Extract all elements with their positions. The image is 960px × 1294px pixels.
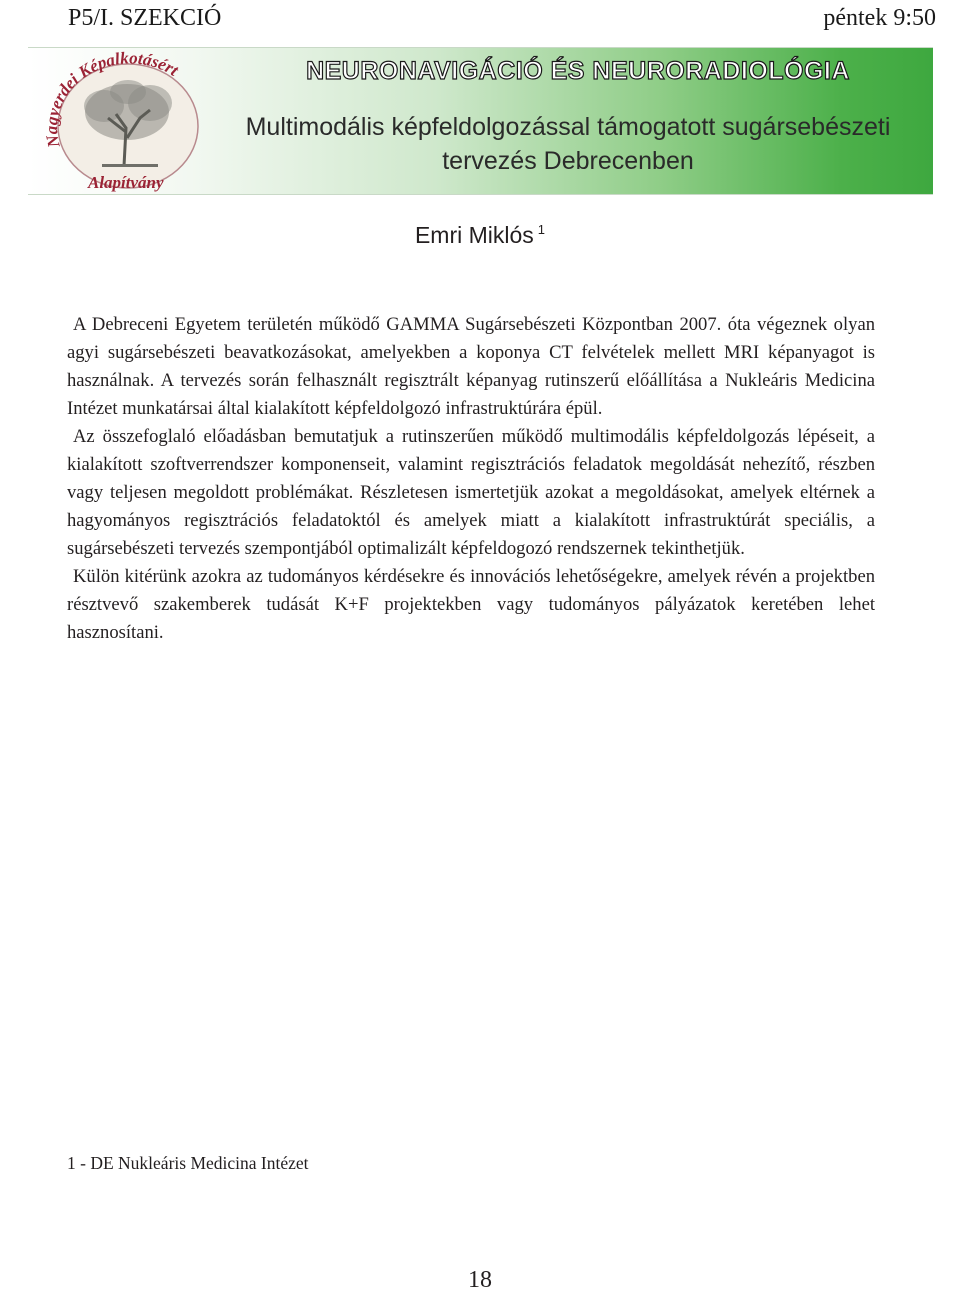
talk-title <box>218 110 918 178</box>
abstract-paragraph-2: Az összefoglaló előadásban bemutatjuk a rutinszerűen működő multimodális képfeldolgozás lépéseit, a kialakított szoftverrendszer komponenseit, valamint regisztrációs feladatok megoldását nehezítő, részben vagy teljesen megoldott problémákat. Részletesen ismertetjük azokat a megoldásokat, amelyek eltérnek a hagyományos regisztrációs feladatoktól és amelyek miatt a kialakított infrastruktúrát speciális, a sugársebészeti tervezés szempontjából optimalizált képfeldogozó rendszernek tekinthetjük. <box>67 426 875 559</box>
affiliation-mark: 1 <box>537 222 546 238</box>
talk-title-line-1: Multimodális képfeldolgozással támogatott sugársebészeti <box>245 113 891 141</box>
running-header <box>68 2 936 34</box>
abstract-paragraph-1: A Debreceni Egyetem területén működő GAMMA Sugársebészeti Központban 2007. óta végeznek olyan agyi sugársebészeti beavatkozásokat, amelyekben a koponya CT felvételek mellett MRI képanyagot is használnak. A tervezés során felhasznált regisztrált képanyag rutinszerű előállítása a Nukleáris Medicina Intézet munkatársai által kialakított képfeldolgozó infrastruktúrára épül. <box>67 314 875 419</box>
talk-title-line-2: tervezés Debrecenben <box>442 147 694 175</box>
abstract-body <box>67 311 875 647</box>
abstract-paragraph-3: Külön kitérünk azokra az tudományos kérdésekre és innovációs lehetőségekre, amelyek révén a projektben résztvevő szakemberek tudását K+F projektekben vagy tudományos pályázatok keretében lehet hasznosítani. <box>67 566 875 643</box>
foundation-logo <box>32 48 222 194</box>
session-title: NEURONAVIGÁCIÓ ÉS NEURORADIOLÓGIA <box>306 57 850 85</box>
title-banner <box>28 47 933 195</box>
tree-logo-icon <box>32 48 222 194</box>
author-name: Emri Miklós <box>414 222 534 248</box>
page-number: 18 <box>468 1267 492 1293</box>
logo-arc-text: Nagyerdei Képalkotásért <box>42 48 182 150</box>
session-time: péntek 9:50 <box>823 5 936 31</box>
author-line <box>0 222 960 249</box>
logo-bottom-text: Alapítvány <box>88 173 164 192</box>
section-label: P5/I. SZEKCIÓ <box>68 5 222 31</box>
footnote: 1 - DE Nukleáris Medicina Intézet <box>67 1153 309 1173</box>
